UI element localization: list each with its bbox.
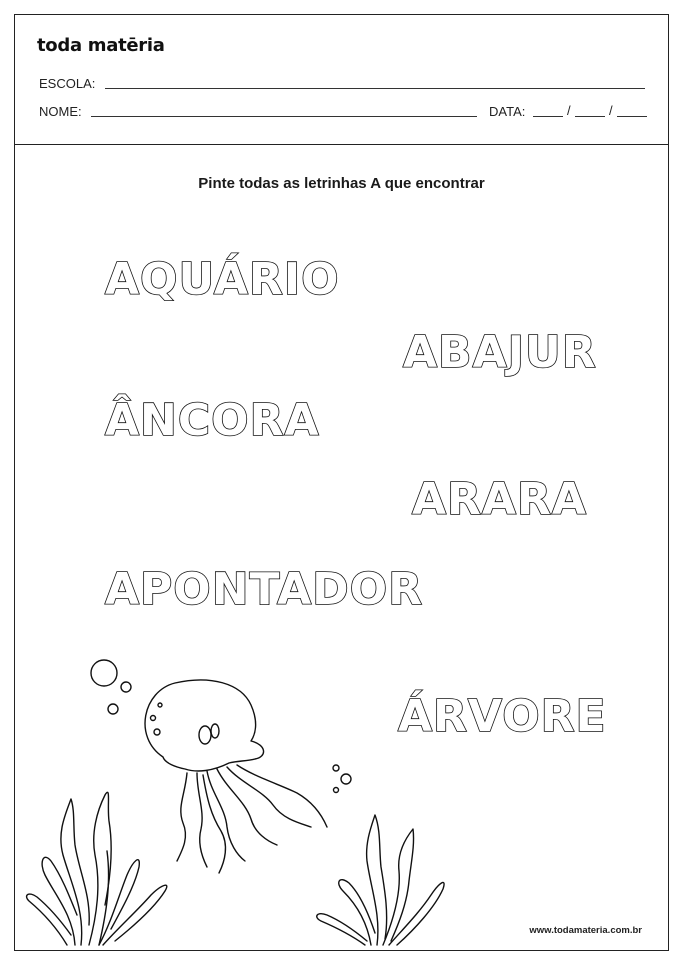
nome-label: NOME:: [39, 104, 82, 119]
bubbles-icon: [91, 660, 351, 793]
escola-label: ESCOLA:: [39, 76, 96, 91]
word-arara: ARARA: [412, 474, 587, 525]
brand-logo: toda matēria: [37, 35, 165, 56]
instruction-text: Pinte todas as letrinhas A que encontrar: [198, 175, 485, 192]
footer-url[interactable]: www.todamateria.com.br: [529, 925, 642, 936]
word-aquario: AQUÁRIO: [105, 254, 340, 305]
date-separator: /: [567, 103, 571, 118]
jellyfish-icon: [145, 680, 327, 873]
sea-illustration: [15, 15, 670, 952]
data-label: DATA:: [489, 104, 526, 119]
seaweed-icon: [317, 815, 444, 945]
date-separator: /: [609, 103, 613, 118]
word-apontador: APONTADOR: [105, 564, 423, 615]
seaweed-icon: [27, 792, 167, 945]
word-ancora: ÂNCORA: [105, 395, 320, 446]
word-abajur: ABAJUR: [403, 327, 597, 378]
worksheet-page: [14, 14, 669, 951]
word-arvore: ÁRVORE: [398, 691, 607, 742]
